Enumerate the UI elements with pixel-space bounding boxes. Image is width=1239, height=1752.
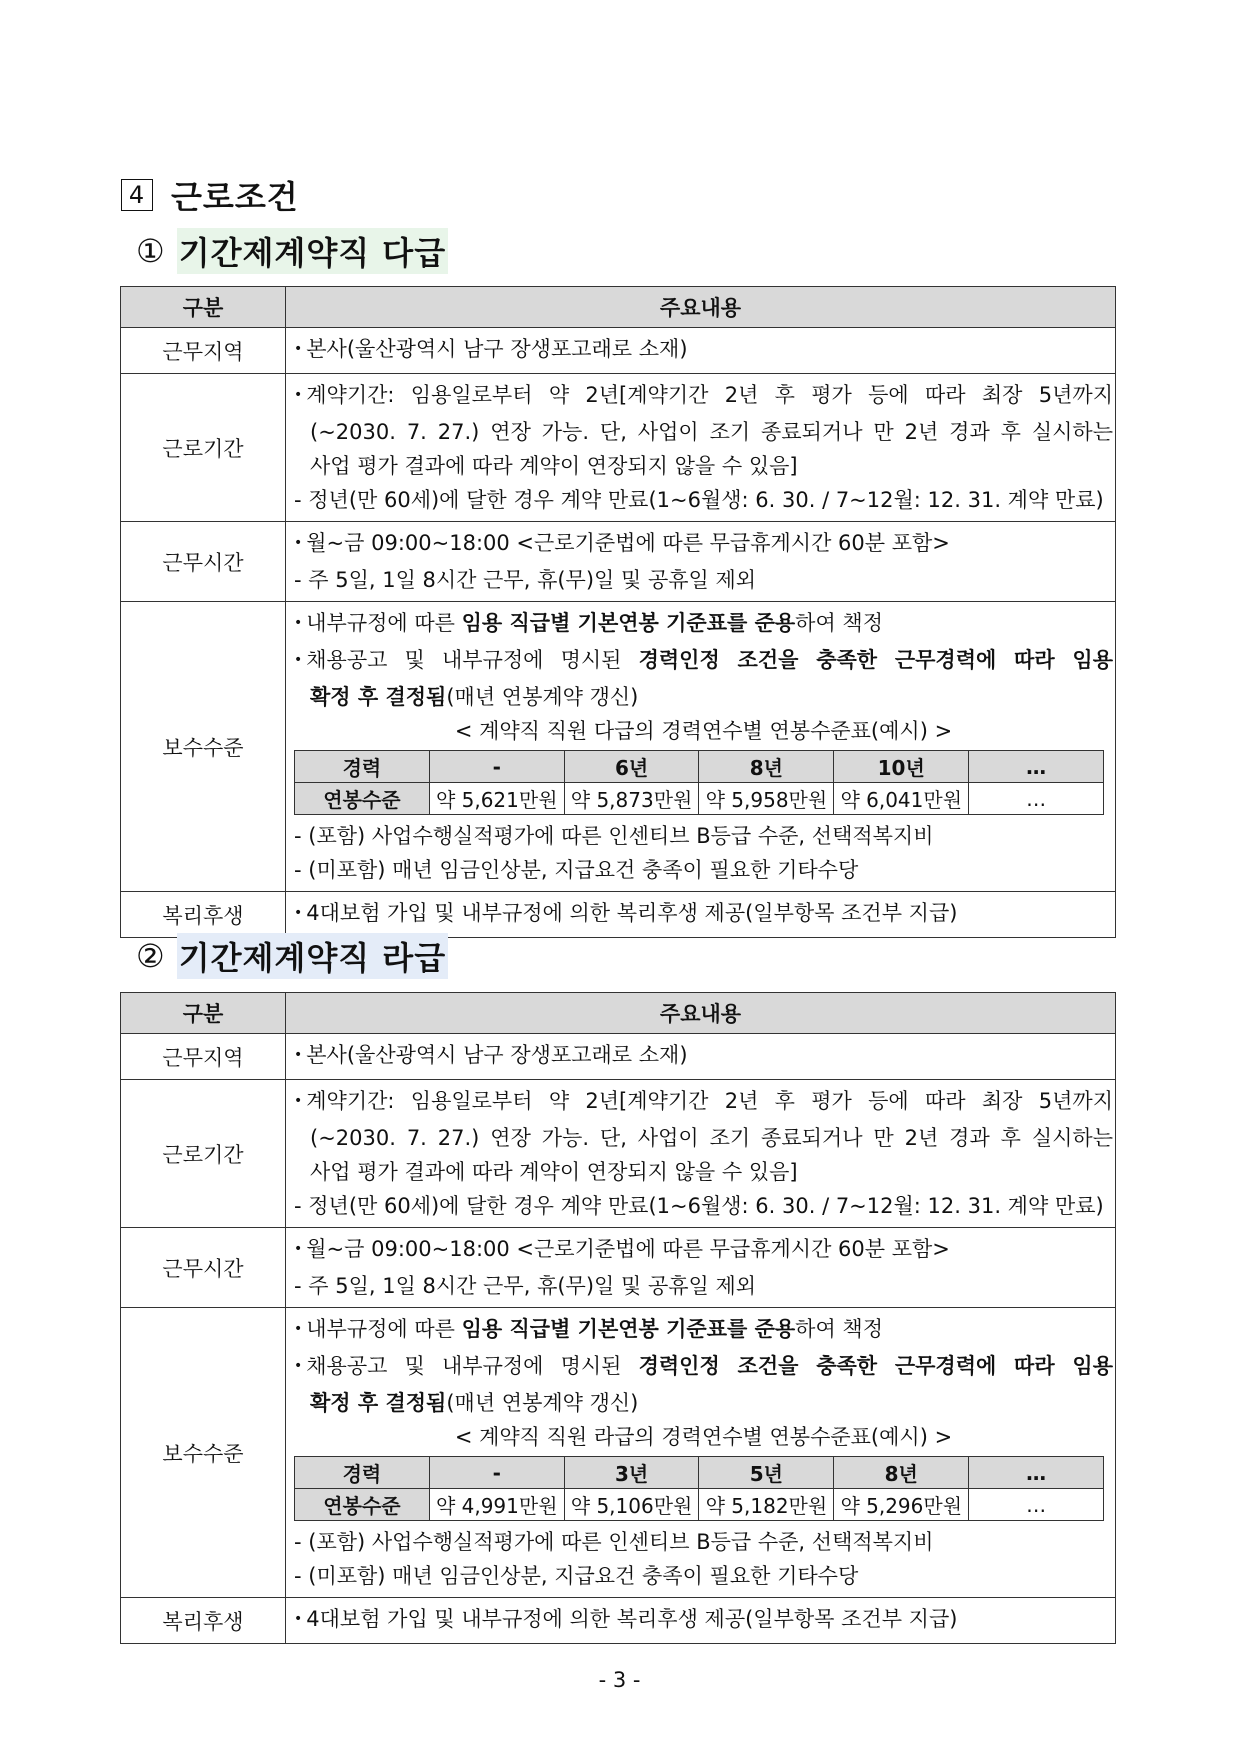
welfare-text: 4대보험 가입 및 내부규정에 의한 복리후생 제공(일부항목 조건부 지급) <box>306 1607 958 1631</box>
salary-table-1 <box>294 750 1104 815</box>
conditions-table-2 <box>120 992 1116 1644</box>
year-cell: 6년 <box>564 751 699 783</box>
year-cell: … <box>969 751 1104 783</box>
hours-line-1: 월~금 09:00~18:00 <근로기준법에 따른 무급휴게시간 60분 포함> <box>306 1237 950 1261</box>
table-row <box>121 1228 1116 1308</box>
header-category: 구분 <box>121 287 286 328</box>
salary-years-row <box>295 1457 1104 1489</box>
salary-values-row <box>295 783 1104 815</box>
table-row <box>121 522 1116 602</box>
pay-note-1: - (포함) 사업수행실적평가에 따른 인센티브 B등급 수준, 선택적복지비 <box>294 1530 934 1554</box>
period-line-1: 계약기간: 임용일로부터 약 2년[계약기간 2년 후 평가 등에 따라 최장 5년까지 <box>306 383 1113 407</box>
period-cell: • 계약기간: 임용일로부터 약 2년[계약기간 2년 후 평가 등에 따라 최장 5년까지 (~2030. 7. 27.) 연장 가능. 단, 사업이 조기 종료되거나 만 2년 경과 후 실시하는 사업 평가 결과에 따라 계약이 연장되지 않을 수 있음] - 정년(만 60세)에 달한 경우 계약 만료(1~6월생: 6. 30. / 7~12월: 12. 31. 계약 만료) <box>286 374 1116 522</box>
salary-label: 연봉수준 <box>295 783 430 815</box>
salary-cell: … <box>969 1489 1104 1521</box>
location-cell: • 본사(울산광역시 남구 장생포고래로 소재) <box>286 328 1116 374</box>
row-label-hours: 근무시간 <box>121 1228 286 1308</box>
pay-line-1b: 임용 직급별 기본연봉 기준표를 준용 <box>461 1317 796 1341</box>
subsection-title-text-1: 기간제계약직 다급 <box>177 228 448 274</box>
period-cell: • 계약기간: 임용일로부터 약 2년[계약기간 2년 후 평가 등에 따라 최장 5년까지 (~2030. 7. 27.) 연장 가능. 단, 사업이 조기 종료되거나 만 2년 경과 후 실시하는 사업 평가 결과에 따라 계약이 연장되지 않을 수 있음] - 정년(만 60세)에 달한 경우 계약 만료(1~6월생: 6. 30. / 7~12월: 12. 31. 계약 만료) <box>286 1080 1116 1228</box>
row-label-pay: 보수수준 <box>121 602 286 892</box>
salary-label: 연봉수준 <box>295 1489 430 1521</box>
pay-line-2a: 채용공고 및 내부규정에 명시된 <box>306 1354 639 1378</box>
pay-line-1b: 임용 직급별 기본연봉 기준표를 준용 <box>461 611 796 635</box>
pay-line-3b: (매년 연봉계약 갱신) <box>446 685 639 709</box>
salary-cell: 약 5,106만원 <box>564 1489 699 1521</box>
section-title-text: 근로조건 <box>171 178 299 216</box>
table-row <box>121 1080 1116 1228</box>
table-header-row <box>121 993 1116 1034</box>
year-cell: 8년 <box>834 1457 969 1489</box>
table-row <box>121 1308 1116 1598</box>
period-line-1: 계약기간: 임용일로부터 약 2년[계약기간 2년 후 평가 등에 따라 최장 5년까지 <box>306 1089 1113 1113</box>
year-cell: 10년 <box>834 751 969 783</box>
welfare-cell: • 4대보험 가입 및 내부규정에 의한 복리후생 제공(일부항목 조건부 지급) <box>286 892 1116 938</box>
salary-cell: … <box>969 783 1104 815</box>
pay-line-1c: 하여 책정 <box>795 1317 883 1341</box>
salary-cell: 약 5,873만원 <box>564 783 699 815</box>
hours-line-1: 월~금 09:00~18:00 <근로기준법에 따른 무급휴게시간 60분 포함> <box>306 531 950 555</box>
row-label-hours: 근무시간 <box>121 522 286 602</box>
salary-cell: 약 5,958만원 <box>699 783 834 815</box>
table-row <box>121 374 1116 522</box>
salary-values-row <box>295 1489 1104 1521</box>
pay-line-1a: 내부규정에 따른 <box>306 1317 462 1341</box>
hours-cell: • 월~금 09:00~18:00 <근로기준법에 따른 무급휴게시간 60분 포함> - 주 5일, 1일 8시간 근무, 휴(무)일 및 공휴일 제외 <box>286 1228 1116 1308</box>
salary-caption-2: < 계약직 직원 라급의 경력연수별 연봉수준표(예시) > <box>454 1425 953 1449</box>
row-label-period: 근로기간 <box>121 1080 286 1228</box>
year-cell: 5년 <box>699 1457 834 1489</box>
pay-line-2b: 경력인정 조건을 충족한 근무경력에 따라 임용 <box>638 1354 1113 1378</box>
table-header-row <box>121 287 1116 328</box>
table-row <box>121 1598 1116 1644</box>
header-content: 주요내용 <box>286 287 1116 328</box>
pay-line-3a: 확정 후 결정됨 <box>310 685 447 709</box>
hours-line-2: - 주 5일, 1일 8시간 근무, 휴(무)일 및 공휴일 제외 <box>294 1274 757 1298</box>
subsection-title-2 <box>136 933 448 979</box>
salary-cell: 약 5,182만원 <box>699 1489 834 1521</box>
salary-cell: 약 5,621만원 <box>429 783 564 815</box>
hours-cell: • 월~금 09:00~18:00 <근로기준법에 따른 무급휴게시간 60분 포함> - 주 5일, 1일 8시간 근무, 휴(무)일 및 공휴일 제외 <box>286 522 1116 602</box>
location-text: 본사(울산광역시 남구 장생포고래로 소재) <box>306 1043 688 1067</box>
period-line-4: - 정년(만 60세)에 달한 경우 계약 만료(1~6월생: 6. 30. / 7~12월: 12. 31. 계약 만료) <box>294 1194 1104 1218</box>
pay-note-2: - (미포함) 매년 임금인상분, 지급요건 충족이 필요한 기타수당 <box>294 858 859 882</box>
row-label-welfare: 복리후생 <box>121 1598 286 1644</box>
salary-table-2 <box>294 1456 1104 1521</box>
table-row <box>121 1034 1116 1080</box>
subsection-number-2: ② <box>136 937 165 975</box>
salary-years-row <box>295 751 1104 783</box>
period-line-2: (~2030. 7. 27.) 연장 가능. 단, 사업이 조기 종료되거나 만 2년 경과 후 실시하는 <box>310 1126 1113 1150</box>
year-cell: 8년 <box>699 751 834 783</box>
table-row <box>121 328 1116 374</box>
pay-cell: • 내부규정에 따른 임용 직급별 기본연봉 기준표를 준용하여 책정 • 채용공고 및 내부규정에 명시된 경력인정 조건을 충족한 근무경력에 따라 임용 확정 후 결정됨(매년 연봉계약 갱신) < 계약직 직원 다급의 경력연수별 연봉수준표(예시) > 경력 - 6년 8년 10년 … 연봉수준 약 5,621만원 약 5,873만원 약 5,958만원 약 6,041만원 … - (포함) 사업수행실적평가에 따른 인센티브 B등급 수준, 선택적복지비 - (미포함) 매년 임금인상분, 지급요건 충족이 필요한 기타수당 <box>286 602 1116 892</box>
pay-line-1c: 하여 책정 <box>795 611 883 635</box>
pay-note-2: - (미포함) 매년 임금인상분, 지급요건 충족이 필요한 기타수당 <box>294 1564 859 1588</box>
salary-cell: 약 4,991만원 <box>429 1489 564 1521</box>
pay-line-3b: (매년 연봉계약 갱신) <box>446 1391 639 1415</box>
salary-caption-1: < 계약직 직원 다급의 경력연수별 연봉수준표(예시) > <box>454 719 953 743</box>
period-line-4: - 정년(만 60세)에 달한 경우 계약 만료(1~6월생: 6. 30. / 7~12월: 12. 31. 계약 만료) <box>294 488 1104 512</box>
pay-line-2b: 경력인정 조건을 충족한 근무경력에 따라 임용 <box>638 648 1113 672</box>
location-cell: • 본사(울산광역시 남구 장생포고래로 소재) <box>286 1034 1116 1080</box>
hours-line-2: - 주 5일, 1일 8시간 근무, 휴(무)일 및 공휴일 제외 <box>294 568 757 592</box>
row-label-period: 근로기간 <box>121 374 286 522</box>
period-line-3: 사업 평가 결과에 따라 계약이 연장되지 않을 수 있음] <box>310 1160 798 1184</box>
subsection-number-1: ① <box>136 232 165 270</box>
welfare-text: 4대보험 가입 및 내부규정에 의한 복리후생 제공(일부항목 조건부 지급) <box>306 901 958 925</box>
subsection-title-1 <box>136 228 448 274</box>
salary-cell: 약 5,296만원 <box>834 1489 969 1521</box>
pay-note-1: - (포함) 사업수행실적평가에 따른 인센티브 B등급 수준, 선택적복지비 <box>294 824 934 848</box>
location-text: 본사(울산광역시 남구 장생포고래로 소재) <box>306 337 688 361</box>
table-row <box>121 892 1116 938</box>
pay-cell: • 내부규정에 따른 임용 직급별 기본연봉 기준표를 준용하여 책정 • 채용공고 및 내부규정에 명시된 경력인정 조건을 충족한 근무경력에 따라 임용 확정 후 결정됨(매년 연봉계약 갱신) < 계약직 직원 라급의 경력연수별 연봉수준표(예시) > 경력 - 3년 5년 8년 … 연봉수준 약 4,991만원 약 5,106만원 약 5,182만원 약 5,296만원 … - (포함) 사업수행실적평가에 따른 인센티브 B등급 수준, 선택적복지비 - (미포함) 매년 임금인상분, 지급요건 충족이 필요한 기타수당 <box>286 1308 1116 1598</box>
career-label: 경력 <box>295 1457 430 1489</box>
row-label-pay: 보수수준 <box>121 1308 286 1598</box>
subsection-title-text-2: 기간제계약직 라급 <box>177 933 448 979</box>
year-cell: - <box>429 751 564 783</box>
table-row <box>121 602 1116 892</box>
career-label: 경력 <box>295 751 430 783</box>
year-cell: - <box>429 1457 564 1489</box>
pay-line-3a: 확정 후 결정됨 <box>310 1391 447 1415</box>
welfare-cell: • 4대보험 가입 및 내부규정에 의한 복리후생 제공(일부항목 조건부 지급) <box>286 1598 1116 1644</box>
header-content: 주요내용 <box>286 993 1116 1034</box>
row-label-location: 근무지역 <box>121 328 286 374</box>
section-number: 4 <box>121 179 153 211</box>
salary-cell: 약 6,041만원 <box>834 783 969 815</box>
pay-line-2a: 채용공고 및 내부규정에 명시된 <box>306 648 639 672</box>
row-label-location: 근무지역 <box>121 1034 286 1080</box>
period-line-2: (~2030. 7. 27.) 연장 가능. 단, 사업이 조기 종료되거나 만 2년 경과 후 실시하는 <box>310 420 1113 444</box>
section-title <box>121 172 299 218</box>
row-label-welfare: 복리후생 <box>121 892 286 938</box>
pay-line-1a: 내부규정에 따른 <box>306 611 462 635</box>
year-cell: … <box>969 1457 1104 1489</box>
header-category: 구분 <box>121 993 286 1034</box>
period-line-3: 사업 평가 결과에 따라 계약이 연장되지 않을 수 있음] <box>310 454 798 478</box>
conditions-table-1 <box>120 286 1116 938</box>
page-number: - 3 - <box>598 1668 641 1692</box>
year-cell: 3년 <box>564 1457 699 1489</box>
